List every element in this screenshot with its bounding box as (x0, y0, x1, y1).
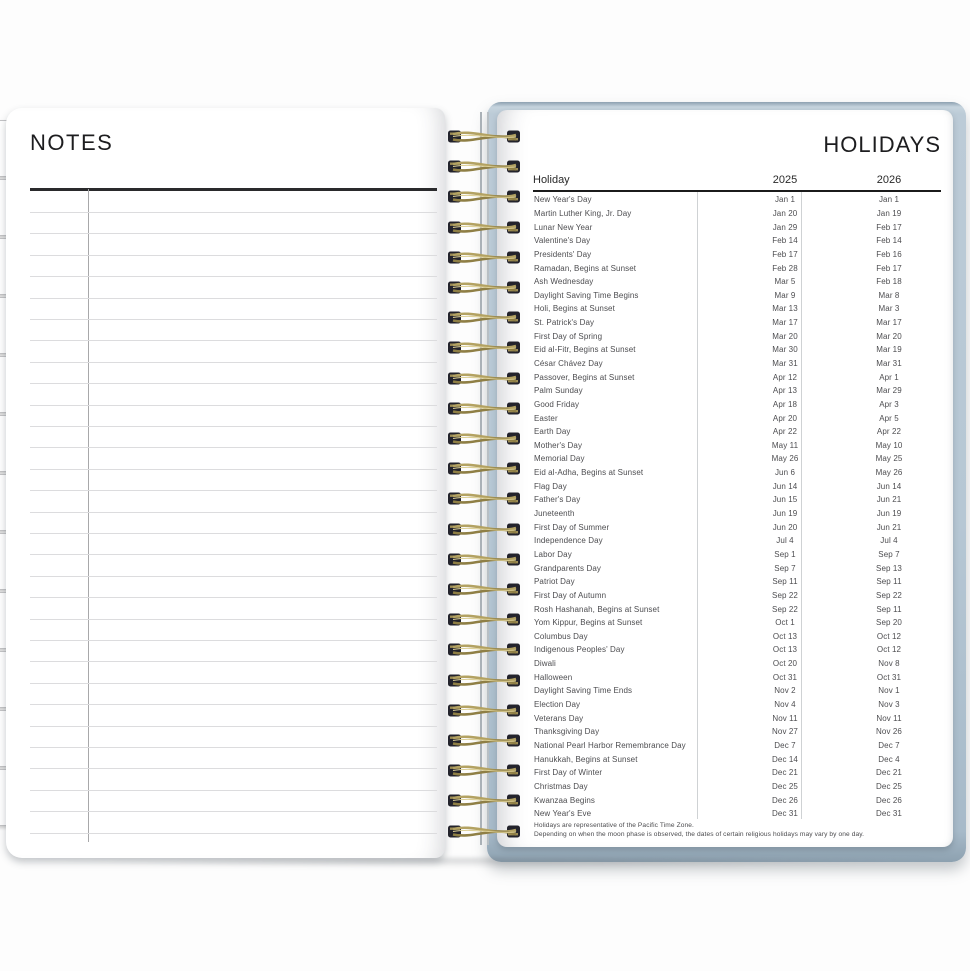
binding-loop (448, 309, 520, 326)
notes-page (6, 108, 445, 858)
holiday-name-cell: Holi, Begins at Sunset (534, 304, 615, 314)
ruled-line (30, 683, 437, 684)
date-2025-cell: Jun 14 (772, 481, 798, 491)
holiday-name-cell: National Pearl Harbor Remembrance Day (534, 740, 686, 750)
date-2026-cell: Mar 31 (876, 359, 902, 368)
table-row (533, 261, 941, 275)
ruled-line (30, 255, 437, 256)
table-row (533, 643, 941, 657)
date-2025-cell: Jan 20 (772, 208, 798, 218)
date-2026-cell: Jul 4 (880, 536, 898, 546)
date-2026-cell: Dec 31 (876, 809, 902, 819)
date-2025-cell: Nov 11 (772, 713, 798, 723)
date-2026-cell: Jun 14 (876, 481, 902, 491)
holiday-name-cell: Veterans Day (534, 713, 584, 723)
date-2026-cell: Jan 1 (878, 195, 900, 205)
table-row (533, 561, 941, 575)
date-2026-cell: Feb 16 (876, 249, 902, 259)
date-2026-cell: May 25 (875, 454, 903, 464)
binding-loop (448, 370, 520, 387)
binding-loop (448, 128, 520, 145)
binding-loop (448, 581, 520, 598)
binding-loop (448, 490, 520, 507)
ruled-line (30, 469, 437, 470)
date-2026-cell: Nov 8 (878, 659, 900, 669)
date-2025-cell: Apr 12 (772, 372, 798, 382)
holiday-name-cell: Independence Day (534, 536, 603, 546)
holiday-name-cell: St. Patrick's Day (534, 318, 595, 328)
notes-margin-line (88, 189, 89, 842)
holiday-name-cell: Ash Wednesday (534, 277, 594, 287)
date-2026-cell: Apr 22 (876, 427, 902, 437)
holiday-name-cell: First Day of Winter (534, 768, 603, 778)
date-2025-cell: Nov 4 (774, 700, 796, 710)
binding-loop (448, 641, 520, 658)
table-row (533, 425, 941, 439)
holiday-name-cell: Lunar New Year (534, 222, 593, 232)
column-header-2026: 2026 (876, 174, 902, 186)
table-row (533, 370, 941, 384)
date-2026-cell: Jun 21 (876, 522, 902, 532)
ruled-line (30, 490, 437, 491)
ruled-line (30, 768, 437, 769)
date-2025-cell: Dec 31 (772, 809, 798, 819)
holiday-name-cell: Mother's Day (534, 440, 583, 450)
holiday-name-cell: Kwanzaa Begins (534, 795, 595, 805)
date-2025-cell: Mar 31 (772, 359, 798, 368)
holiday-name-cell: Father's Day (534, 495, 581, 505)
table-row (533, 548, 941, 562)
table-row (533, 302, 941, 316)
date-2026-cell: Dec 4 (878, 754, 900, 764)
date-2025-cell: Sep 22 (772, 604, 798, 614)
holiday-name-cell: Good Friday (534, 399, 580, 409)
holiday-name-cell: César Chávez Day (534, 359, 603, 368)
date-2026-cell: Sep 11 (876, 577, 902, 587)
date-2025-cell: Dec 26 (772, 795, 798, 805)
notes-header-rule (30, 188, 437, 191)
table-row (533, 807, 941, 821)
date-2025-cell: Mar 30 (772, 345, 798, 355)
binding-loop (448, 158, 520, 175)
ruled-line (30, 405, 437, 406)
table-header-rule (533, 190, 941, 192)
binding-loop (448, 430, 520, 447)
table-row (533, 411, 941, 425)
binding-loop (448, 732, 520, 749)
date-2026-cell: Mar 3 (878, 304, 900, 314)
date-2026-cell: Mar 8 (878, 290, 900, 300)
table-row (533, 739, 941, 753)
holiday-name-cell: First Day of Spring (534, 331, 603, 341)
holiday-name-cell: Daylight Saving Time Begins (534, 290, 639, 300)
date-2025-cell: May 11 (771, 440, 799, 450)
holiday-table (533, 193, 941, 820)
binding-loop (448, 279, 520, 296)
date-2025-cell: Apr 18 (772, 399, 798, 409)
ruled-line (30, 533, 437, 534)
ruled-line (30, 212, 437, 213)
date-2025-cell: Sep 7 (774, 563, 796, 573)
table-row (533, 520, 941, 534)
table-row (533, 780, 941, 794)
binding-loop (448, 792, 520, 809)
table-row (533, 234, 941, 248)
date-2026-cell: Mar 29 (876, 386, 902, 396)
ruled-line (30, 597, 437, 598)
date-2026-cell: Sep 20 (876, 618, 902, 628)
date-2025-cell: Nov 27 (772, 727, 798, 737)
table-row (533, 698, 941, 712)
holiday-name-cell: Election Day (534, 700, 581, 710)
date-2025-cell: Oct 1 (775, 618, 795, 628)
holiday-name-cell: Easter (534, 413, 558, 423)
date-2025-cell: Jul 4 (776, 536, 794, 546)
holidays-page (497, 110, 953, 847)
date-2026-cell: Nov 11 (876, 713, 902, 723)
ruled-line (30, 554, 437, 555)
ruled-line (30, 298, 437, 299)
holiday-name-cell: Diwali (534, 659, 556, 669)
holiday-name-cell: Presidents' Day (534, 249, 592, 259)
date-2025-cell: Jun 20 (772, 522, 798, 532)
binding-loop (448, 823, 520, 840)
ruled-line (30, 619, 437, 620)
holiday-name-cell: Grandparents Day (534, 563, 601, 573)
binding-loop (448, 339, 520, 356)
date-2026-cell: Nov 3 (878, 700, 900, 710)
table-row (533, 193, 941, 207)
date-2025-cell: Oct 13 (772, 631, 798, 641)
table-row (533, 793, 941, 807)
date-2025-cell: Oct 31 (772, 672, 798, 682)
holiday-name-cell: Martin Luther King, Jr. Day (534, 208, 632, 218)
date-2026-cell: May 10 (875, 440, 903, 450)
holiday-name-cell: Valentine's Day (534, 236, 591, 246)
date-2025-cell: Oct 13 (772, 645, 798, 655)
date-2026-cell: Jan 19 (876, 208, 902, 218)
table-row (533, 384, 941, 398)
date-2026-cell: Oct 12 (876, 645, 902, 655)
date-2025-cell: Jan 1 (774, 195, 796, 205)
holiday-name-cell: Eid al-Adha, Begins at Sunset (534, 468, 644, 478)
table-row (533, 657, 941, 671)
date-2026-cell: Apr 1 (879, 372, 899, 382)
date-2025-cell: Feb 28 (772, 263, 798, 273)
date-2025-cell: Jun 19 (772, 509, 798, 519)
binding-loop (448, 611, 520, 628)
date-2026-cell: May 26 (875, 468, 903, 478)
date-2026-cell: Mar 17 (876, 318, 902, 328)
date-2025-cell: Nov 2 (774, 686, 796, 696)
table-row (533, 507, 941, 521)
date-2025-cell: Sep 22 (772, 590, 798, 600)
holiday-name-cell: Earth Day (534, 427, 571, 437)
table-row (533, 766, 941, 780)
table-row (533, 725, 941, 739)
ruled-line (30, 447, 437, 448)
ruled-line (30, 426, 437, 427)
table-row (533, 452, 941, 466)
date-2025-cell: Jan 29 (772, 222, 798, 232)
table-header-row (533, 171, 941, 189)
ruled-line (30, 811, 437, 812)
holiday-name-cell: Ramadan, Begins at Sunset (534, 263, 637, 273)
column-header-2025: 2025 (772, 174, 798, 186)
holiday-name-cell: New Year's Eve (534, 809, 592, 819)
date-2026-cell: Feb 18 (876, 277, 902, 287)
date-2026-cell: Feb 17 (876, 263, 902, 273)
date-2025-cell: Apr 13 (772, 386, 798, 396)
ruled-line (30, 362, 437, 363)
ruled-line (30, 576, 437, 577)
ruled-line (30, 704, 437, 705)
date-2025-cell: Mar 5 (774, 277, 796, 287)
date-2025-cell: Dec 25 (772, 781, 798, 791)
date-2026-cell: Mar 19 (876, 345, 902, 355)
date-2025-cell: Oct 20 (772, 659, 798, 669)
table-row (533, 316, 941, 330)
binding-loop (448, 702, 520, 719)
notes-page-title: NOTES (30, 130, 114, 155)
table-row (533, 752, 941, 766)
table-row (533, 288, 941, 302)
table-row (533, 616, 941, 630)
ruled-line (30, 640, 437, 641)
binding-loop (448, 188, 520, 205)
holiday-name-cell: Palm Sunday (534, 386, 583, 396)
ruled-line (30, 276, 437, 277)
table-row (533, 589, 941, 603)
ruled-line (30, 790, 437, 791)
table-row (533, 439, 941, 453)
holidays-page-title: HOLIDAYS (823, 132, 941, 157)
ruled-line (30, 833, 437, 834)
date-2026-cell: Nov 26 (876, 727, 902, 737)
holiday-name-cell: Halloween (534, 672, 573, 682)
binding-loop (448, 551, 520, 568)
holiday-name-cell: Memorial Day (534, 454, 585, 464)
table-row (533, 248, 941, 262)
date-2025-cell: Sep 11 (772, 577, 798, 587)
date-2025-cell: Apr 20 (772, 413, 798, 423)
date-2025-cell: Feb 17 (772, 249, 798, 259)
table-row (533, 602, 941, 616)
date-2026-cell: Jun 21 (876, 495, 902, 505)
date-2025-cell: Dec 14 (772, 754, 798, 764)
binding-loop (448, 521, 520, 538)
date-2025-cell: Feb 14 (772, 236, 798, 246)
holiday-name-cell: Daylight Saving Time Ends (534, 686, 633, 696)
table-row (533, 534, 941, 548)
table-row (533, 357, 941, 371)
date-2026-cell: Dec 26 (876, 795, 902, 805)
drop-shadow (20, 858, 950, 868)
holiday-name-cell: Patriot Day (534, 577, 575, 587)
date-2026-cell: Dec 7 (878, 740, 900, 750)
binding-loop (448, 400, 520, 417)
holiday-name-cell: Indigenous Peoples' Day (534, 645, 625, 655)
date-2026-cell: Feb 14 (876, 236, 902, 246)
date-2025-cell: Sep 1 (774, 549, 796, 559)
holiday-name-cell: Passover, Begins at Sunset (534, 372, 635, 382)
holiday-name-cell: New Year's Day (534, 195, 592, 205)
ruled-line (30, 233, 437, 234)
date-2025-cell: Jun 15 (772, 495, 798, 505)
date-2026-cell: Mar 20 (876, 331, 902, 341)
table-row (533, 479, 941, 493)
table-row (533, 398, 941, 412)
date-2026-cell: Feb 17 (876, 222, 902, 232)
date-2025-cell: Mar 9 (774, 290, 796, 300)
footnote-line-1: Holidays are representative of the Pacific Time Zone. (534, 822, 694, 829)
ruled-line (30, 340, 437, 341)
date-2026-cell: Oct 31 (876, 672, 902, 682)
table-row (533, 670, 941, 684)
holiday-name-cell: Rosh Hashanah, Begins at Sunset (534, 604, 660, 614)
table-row (533, 575, 941, 589)
table-row (533, 220, 941, 234)
date-2025-cell: May 26 (771, 454, 799, 464)
table-row (533, 343, 941, 357)
date-2025-cell: Mar 13 (772, 304, 798, 314)
holiday-name-cell: Hanukkah, Begins at Sunset (534, 754, 638, 764)
ruled-line (30, 661, 437, 662)
holiday-name-cell: Yom Kippur, Begins at Sunset (534, 618, 643, 628)
date-2026-cell: Nov 1 (878, 686, 900, 696)
table-row (533, 275, 941, 289)
date-2026-cell: Dec 25 (876, 781, 902, 791)
table-row (533, 684, 941, 698)
date-2025-cell: Jun 6 (774, 468, 796, 478)
holiday-name-cell: Flag Day (534, 481, 567, 491)
ruled-line (30, 512, 437, 513)
binding-loop (448, 219, 520, 236)
holiday-name-cell: Eid al-Fitr, Begins at Sunset (534, 345, 636, 355)
ruled-line (30, 726, 437, 727)
binding-loop (448, 460, 520, 477)
table-row (533, 207, 941, 221)
date-2025-cell: Mar 17 (772, 318, 798, 328)
table-row (533, 329, 941, 343)
date-2025-cell: Dec 21 (772, 768, 798, 778)
binding-loop (448, 672, 520, 689)
date-2026-cell: Sep 11 (876, 604, 902, 614)
date-2026-cell: Dec 21 (876, 768, 902, 778)
date-2026-cell: Sep 7 (878, 549, 900, 559)
column-header-holiday: Holiday (533, 174, 570, 186)
date-2026-cell: Jun 19 (876, 509, 902, 519)
table-row (533, 630, 941, 644)
footnote-line-2: Depending on when the moon phase is observed, the dates of certain religious holidays may vary by one day. (534, 830, 865, 838)
date-2026-cell: Sep 13 (876, 563, 902, 573)
date-2026-cell: Apr 5 (879, 413, 899, 423)
holiday-name-cell: First Day of Summer (534, 522, 610, 532)
holiday-name-cell: Juneteenth (534, 509, 575, 519)
date-2025-cell: Dec 7 (774, 740, 796, 750)
table-row (533, 493, 941, 507)
ruled-line (30, 747, 437, 748)
binding-loop (448, 762, 520, 779)
binding-loop (448, 249, 520, 266)
table-row (533, 711, 941, 725)
holiday-name-cell: Labor Day (534, 549, 572, 559)
ruled-line (30, 319, 437, 320)
date-2025-cell: Apr 22 (772, 427, 798, 437)
date-2026-cell: Apr 3 (879, 399, 899, 409)
holiday-name-cell: Christmas Day (534, 781, 588, 791)
table-row (533, 466, 941, 480)
holiday-name-cell: Columbus Day (534, 631, 588, 641)
date-2025-cell: Mar 20 (772, 331, 798, 341)
holiday-name-cell: Thanksgiving Day (534, 727, 600, 737)
holiday-name-cell: First Day of Autumn (534, 590, 607, 600)
date-2026-cell: Sep 22 (876, 590, 902, 600)
date-2026-cell: Oct 12 (876, 631, 902, 641)
ruled-line (30, 383, 437, 384)
